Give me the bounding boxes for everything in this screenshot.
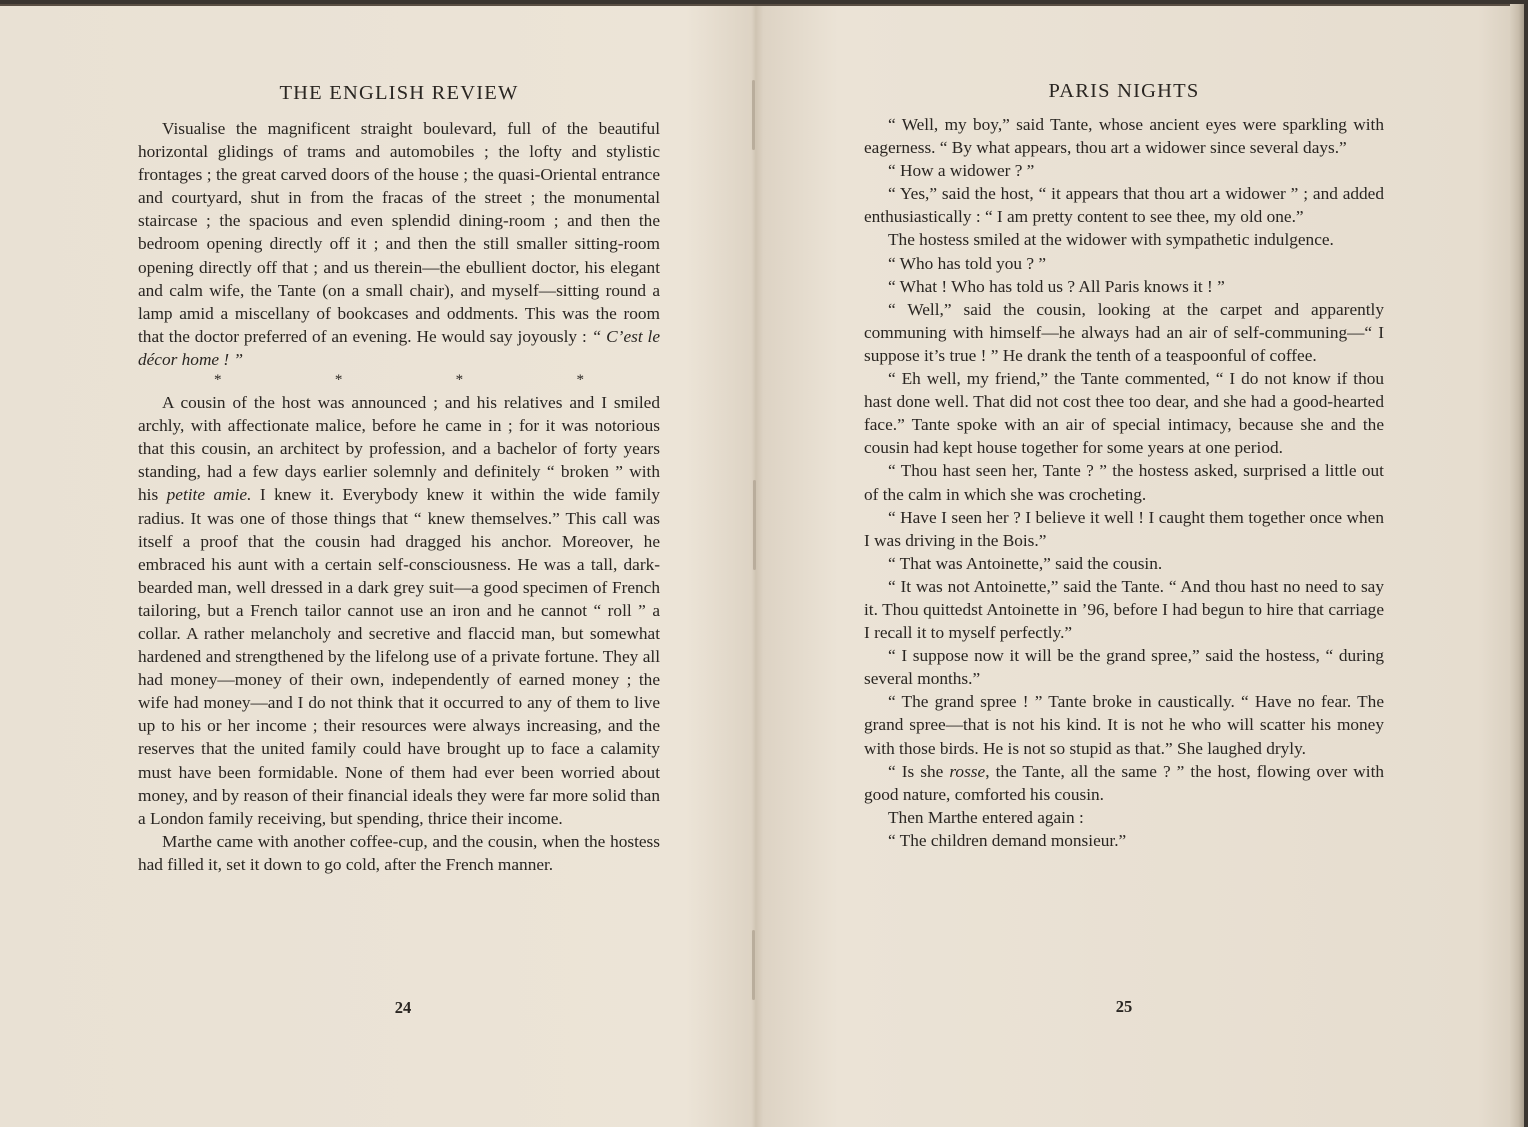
page-edge <box>1510 4 1524 1127</box>
page-number: 24 <box>394 998 412 1017</box>
paragraph: Then Marthe entered again : <box>888 807 1084 827</box>
paragraph: “ It was not Antoinette,” said the Tante. “ And thou hast no need to say it. Thou quittedst Antoinette in ’96, before I had begun to hire that carriage I recall it to myself perfectly.” <box>864 576 1384 643</box>
paragraph: “ Who has told you ? ” <box>888 253 1047 273</box>
paragraph: “ How a widower ? ” <box>888 161 1035 181</box>
running-head: THE ENGLISH REVIEW <box>279 82 519 104</box>
paragraph: “ Yes,” said the host, “ it appears that thou art a widower ” ; and added enthusiastically : “ I am pretty content to see thee, my old one.” <box>864 184 1384 227</box>
paragraph: “ What ! Who has told us ? All Paris knows it ! ” <box>888 276 1225 296</box>
paragraph: “ Thou hast seen her, Tante ? ” the hostess asked, surprised a little out of the calm in which she was crocheting. <box>864 461 1384 504</box>
paragraph: “ Well, my boy,” said Tante, whose ancient eyes were sparkling with eagerness. “ By what appears, thou art a widower since several days.” <box>864 115 1384 158</box>
paragraph: Visualise the magnificent straight boulevard, full of the beautiful horizontal glidings of trams and automobiles ; the lofty and stylistic frontages ; the great carved doors of the house ; the quasi-Oriental entrance and courtyard, shut in from the fracas of the street ; the monumental staircase ; the spacious and even splendid dining-room ; and then the bedroom opening directly off it ; and then the still smaller sitting-room opening directly off that ; and us therein—the ebullient doctor, his elegant and calm wife, the Tante (on a small chair), and myself—sitting round a lamp amid a miscellany of bookcases and oddments. This was the room that the doctor preferred of an evening. He would say joyously : “ C’est le décor home ! ” <box>138 119 661 369</box>
paragraph: “ The grand spree ! ” Tante broke in caustically. “ Have no fear. The grand spree—that is not his kind. It is not he who will scatter his money with those birds. He is not so stupid as that.” She laughed dryly. <box>864 692 1384 758</box>
paragraph: “ The children demand monsieur.” <box>888 830 1127 850</box>
page-body <box>864 113 1384 852</box>
gutter-fold <box>752 930 755 1000</box>
paragraph: A cousin of the host was announced ; and his relatives and I smiled archly, with affectionate malice, before he came in ; for it was notorious that this cousin, an architect by profession, and a bachelor of forty years standing, had a few days earlier solemnly and definitely “ broken ” with his petite amie. I knew it. Everybody knew it within the wide family radius. It was one of those things that “ knew themselves.” This call was itself a proof that the cousin had dragged his anchor. Moreover, he embraced his aunt with a certain self-consciousness. He was a tall, dark-bearded man, well dressed in a dark grey suit—a good specimen of French tailoring, but a French tailor cannot use an iron and he cannot “ roll ” a collar. A rather melancholy and secretive and flaccid man, but somewhat hardened and strengthened by the lifelong use of a private fortune. They all had money—money of their own, independently of earned money ; the wife had money—and I do not think that it occurred to any of them to live up to his or her income ; their resources were always increasing, and the reserves that the united family could have brought up to face a calamity must have been formidable. None of them had ever been worried about money, and by reason of their financial ideals they were far more solid than a London family receiving, but spending, thrice their income. <box>138 393 660 828</box>
paragraph: The hostess smiled at the widower with sympathetic indulgence. <box>888 230 1334 250</box>
paragraph: “ That was Antoinette,” said the cousin. <box>888 553 1163 573</box>
paragraph: “ Have I seen her ? I believe it well ! I caught them together once when I was driving in the Bois.” <box>864 507 1384 550</box>
star: * <box>214 372 222 389</box>
paragraph: “ I suppose now it will be the grand spree,” said the hostess, “ during several months.” <box>864 646 1384 689</box>
paragraph: “ Eh well, my friend,” the Tante commented, “ I do not know if thou hast done well. That did not cost thee too dear, and she had a good-hearted face.” Tante spoke with an air of special intimacy, because she and the cousin had kept house together for some years at one period. <box>864 369 1384 458</box>
paragraph: “ Is she rosse, the Tante, all the same ? ” the host, flowing over with good nature, comforted his cousin. <box>864 761 1385 804</box>
star: * <box>576 372 584 389</box>
paragraph: Marthe came with another coffee-cup, and the cousin, when the hostess had filled it, set it down to go cold, after the French manner. <box>138 831 660 874</box>
star: * <box>334 372 343 389</box>
paragraph: “ Well,” said the cousin, looking at the carpet and apparently communing with himself—he always had an air of self-communing—“ I suppose it’s true ! ” He drank the tenth of a teaspoonful of coffee. <box>864 299 1384 365</box>
page-number: 25 <box>1115 997 1133 1016</box>
page-body <box>138 117 660 876</box>
section-break <box>138 373 660 391</box>
italic-quote: “ C’est le décor home ! ” <box>138 326 661 369</box>
running-head: PARIS NIGHTS <box>1048 80 1200 102</box>
gutter-fold <box>753 480 756 570</box>
gutter-fold <box>752 80 755 150</box>
star: * <box>455 372 464 389</box>
